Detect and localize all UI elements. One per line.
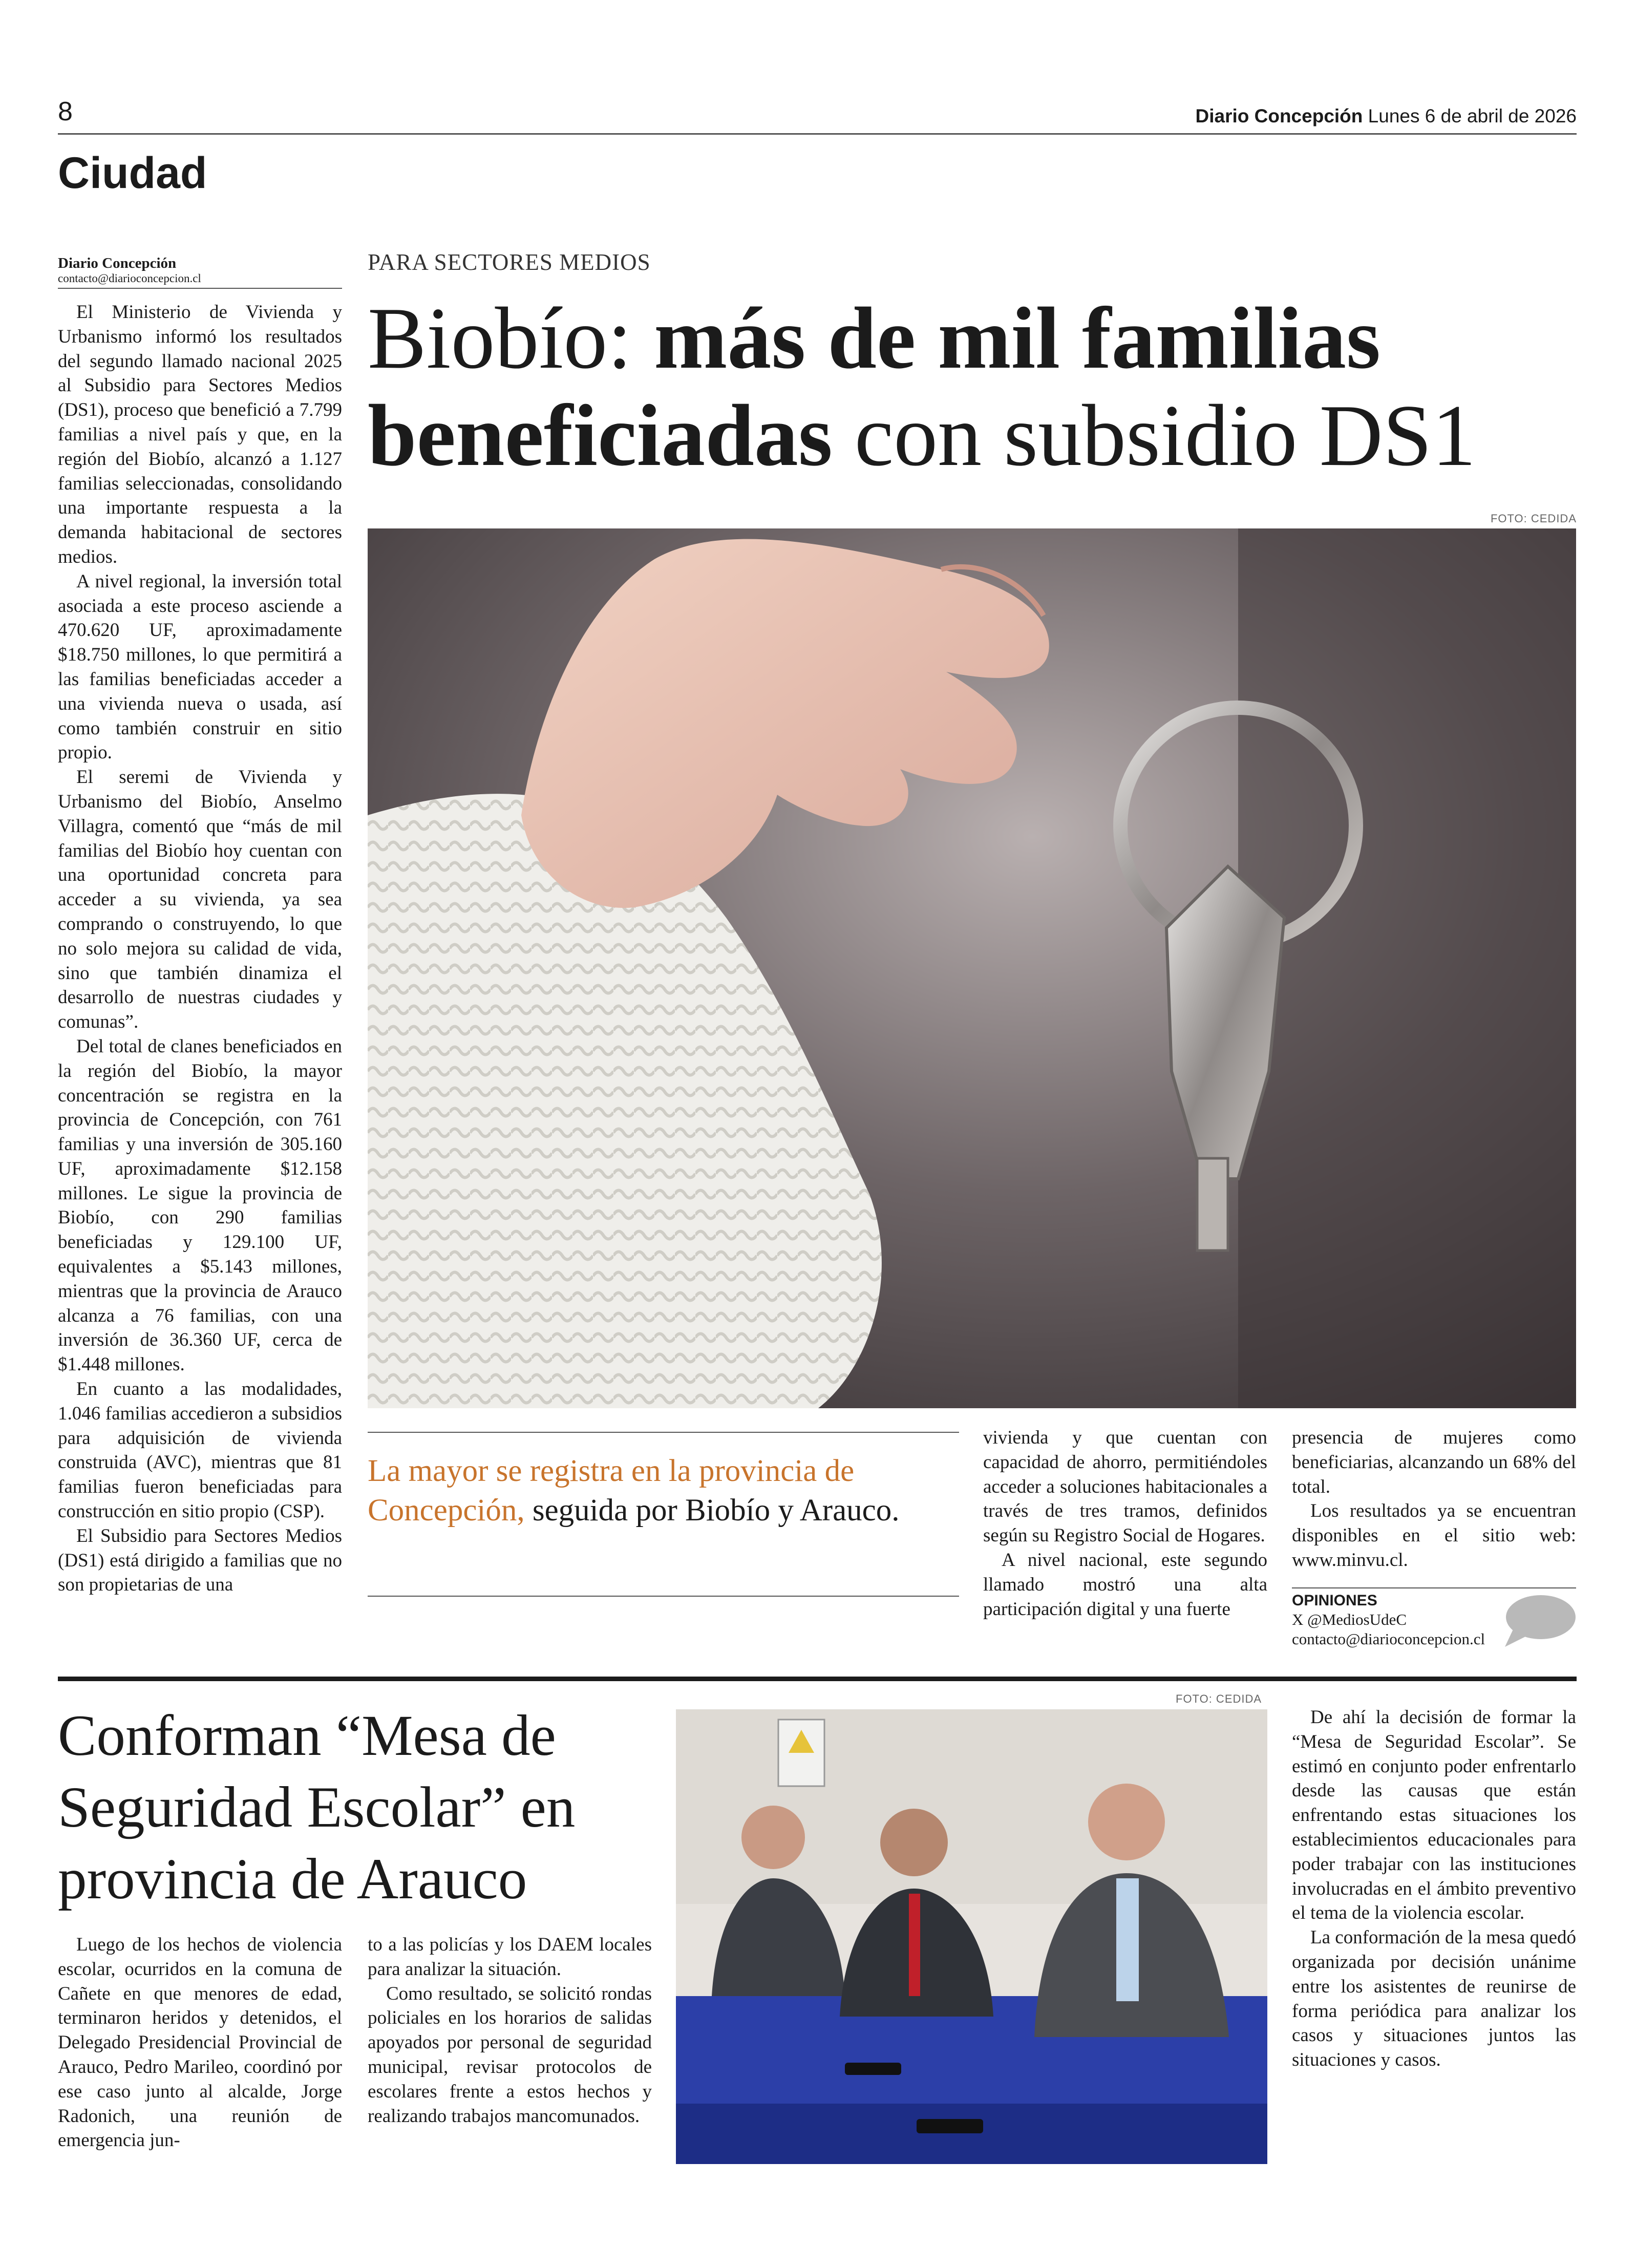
section-title: Ciudad [58, 149, 207, 198]
paragraph: El Subsidio para Sectores Medios (DS1) está dirigido a familias que no son propietarias de una [58, 1525, 342, 1596]
paragraph: presencia de mujeres como beneficiarias, alcanzando un 68% del total. [1292, 1427, 1576, 1497]
pullquote-rest: seguida por Biobío y Arauco. [524, 1493, 900, 1528]
pullquote-rule-bottom [368, 1596, 959, 1597]
hand-holding-key-icon [368, 528, 1576, 1408]
opinions-label: OPINIONES [1292, 1592, 1377, 1609]
main-column-1 [58, 300, 342, 1597]
main-photo [368, 528, 1576, 1408]
second-headline: Conforman “Mesa de Seguridad Escolar” en provincia de Arauco [58, 1704, 576, 1911]
byline-name: Diario Concepción [58, 255, 177, 271]
pullquote [368, 1451, 959, 1530]
opinions-email[interactable]: contacto@diarioconcepcion.cl [1292, 1630, 1485, 1648]
paragraph: Luego de los hechos de violencia escolar, ocurridos en la comuna de Cañete en que menores de edad, terminaron heridos y detenidos, el Delegado Presidencial Provincial de Arauco, Pedro Marileo, coordinó por ese caso junto al alcalde, Jorge Radonich, una reunión de emergencia jun- [58, 1934, 342, 2151]
kicker: PARA SECTORES MEDIOS [368, 249, 651, 275]
second-column-2 [368, 1933, 652, 2128]
pullquote-rule-top [368, 1432, 959, 1433]
paragraph: to a las policías y los DAEM locales para analizar la situación. [368, 1934, 652, 1980]
speech-bubble-icon [1502, 1594, 1576, 1650]
paragraph: En cuanto a las modalidades, 1.046 familias accedieron a subsidios para adquisición de vivienda construida (AVC), mientras que 81 familias fueron beneficiadas para construcción en sitio propio (CSP). [58, 1379, 342, 1522]
header-rule [58, 133, 1577, 135]
paragraph: El seremi de Vivienda y Urbanismo del Biobío, Anselmo Villagra, comentó que “más de mil familias del Biobío hoy cuentan con una oportunidad concreta para acceder a su vivienda, ya sea comprando o construyendo, lo que no solo mejora su calidad de vida, sino que también dinamiza el desarrollo de nuestras ciudades y comunas”. [58, 767, 342, 1033]
paragraph: Los resultados ya se encuentran disponibles en el sitio web: www.minvu.cl. [1292, 1500, 1576, 1571]
paragraph: El Ministerio de Vivienda y Urbanismo informó los resultados del segundo llamado nacional 2025 al Subsidio para Sectores Medios (DS1), proceso que benefició a 7.799 familias a nivel país y que, en la región del Biobío, alcanzó a 1.127 familias seleccionadas, consolidando una importante respuesta a la demanda habitacional de sectores medios. [58, 302, 342, 567]
opinions-rule [1292, 1587, 1576, 1588]
paragraph: La conformación de la mesa quedó organizada por decisión unánime entre los asistentes de reunirse de forma periódica para analizar los casos y situaciones juntos las situaciones y casos. [1292, 1927, 1576, 2071]
second-photo-credit: FOTO: CEDIDA [1176, 1692, 1262, 1705]
headline-line-2: beneficiadas con subsidio DS1 [368, 387, 1476, 484]
paragraph: A nivel nacional, este segundo llamado mostró una alta participación digital y una fuerte [983, 1549, 1267, 1620]
paper-name: Diario Concepción [1195, 105, 1363, 126]
main-headline [368, 290, 1576, 484]
opinions-box [1292, 1592, 1576, 1648]
main-column-3 [983, 1426, 1267, 1621]
paragraph: De ahí la decisión de formar la “Mesa de Seguridad Escolar”. Se estimó en conjunto poder enfrentarlo desde las causas que están enfrentando estas situaciones los establecimientos educacionales para poder trabajar con las instituciones involucradas en el ámbito preventivo el tema de la violencia escolar. [1292, 1707, 1576, 1924]
issue-date: Lunes 6 de abril de 2026 [1368, 105, 1577, 126]
masthead-dateline [1196, 105, 1577, 128]
second-column-3 [1292, 1705, 1576, 2072]
second-column-1 [58, 1933, 342, 2153]
second-photo [676, 1709, 1267, 2164]
officials-meeting-icon [676, 1709, 1267, 2164]
byline [58, 255, 342, 286]
paragraph: Del total de clanes beneficiados en la región del Biobío, la mayor concentración se registra en la provincia de Concepción, con 761 familias y una inversión de 305.160 UF, aproximadamente $12.158 millones. Le sigue la provincia de Biobío, con 290 familias beneficiadas y 129.100 UF, equivalentes a $5.143 millones, mientras que la provincia de Arauco alcanza a 76 familias, con una inversión de 36.360 UF, cerca de $1.448 millones. [58, 1035, 342, 1375]
photo-credit: FOTO: CEDIDA [1490, 512, 1577, 525]
paragraph: vivienda y que cuentan con capacidad de ahorro, permitiéndoles acceder a soluciones habitacionales a través de tres tramos, definidos según su Registro Social de Hogares. [983, 1427, 1267, 1546]
story-divider [58, 1677, 1577, 1681]
headline-line-1: Biobío: más de mil familias [368, 290, 1381, 387]
main-column-4 [1292, 1426, 1576, 1573]
opinions-handle: X @MediosUdeC [1292, 1610, 1407, 1628]
page-number: 8 [58, 97, 73, 126]
pullquote-highlight: La mayor se registra en la provincia de Concepción, [368, 1454, 855, 1528]
byline-rule [58, 288, 342, 289]
paragraph: A nivel regional, la inversión total asociada a este proceso asciende a 470.620 UF, aproximadamente $18.750 millones, lo que permitirá a las familias beneficiadas acceder a una vivienda nueva o usada, así como también construir en sitio propio. [58, 570, 342, 764]
paragraph: Como resultado, se solicitó rondas policiales en los horarios de salidas apoyados por personal de seguridad municipal, revisar protocolos de escolares frente a estos hechos y realizando trabajos mancomunados. [368, 1983, 652, 2127]
byline-email: contacto@diarioconcepcion.cl [58, 272, 201, 285]
